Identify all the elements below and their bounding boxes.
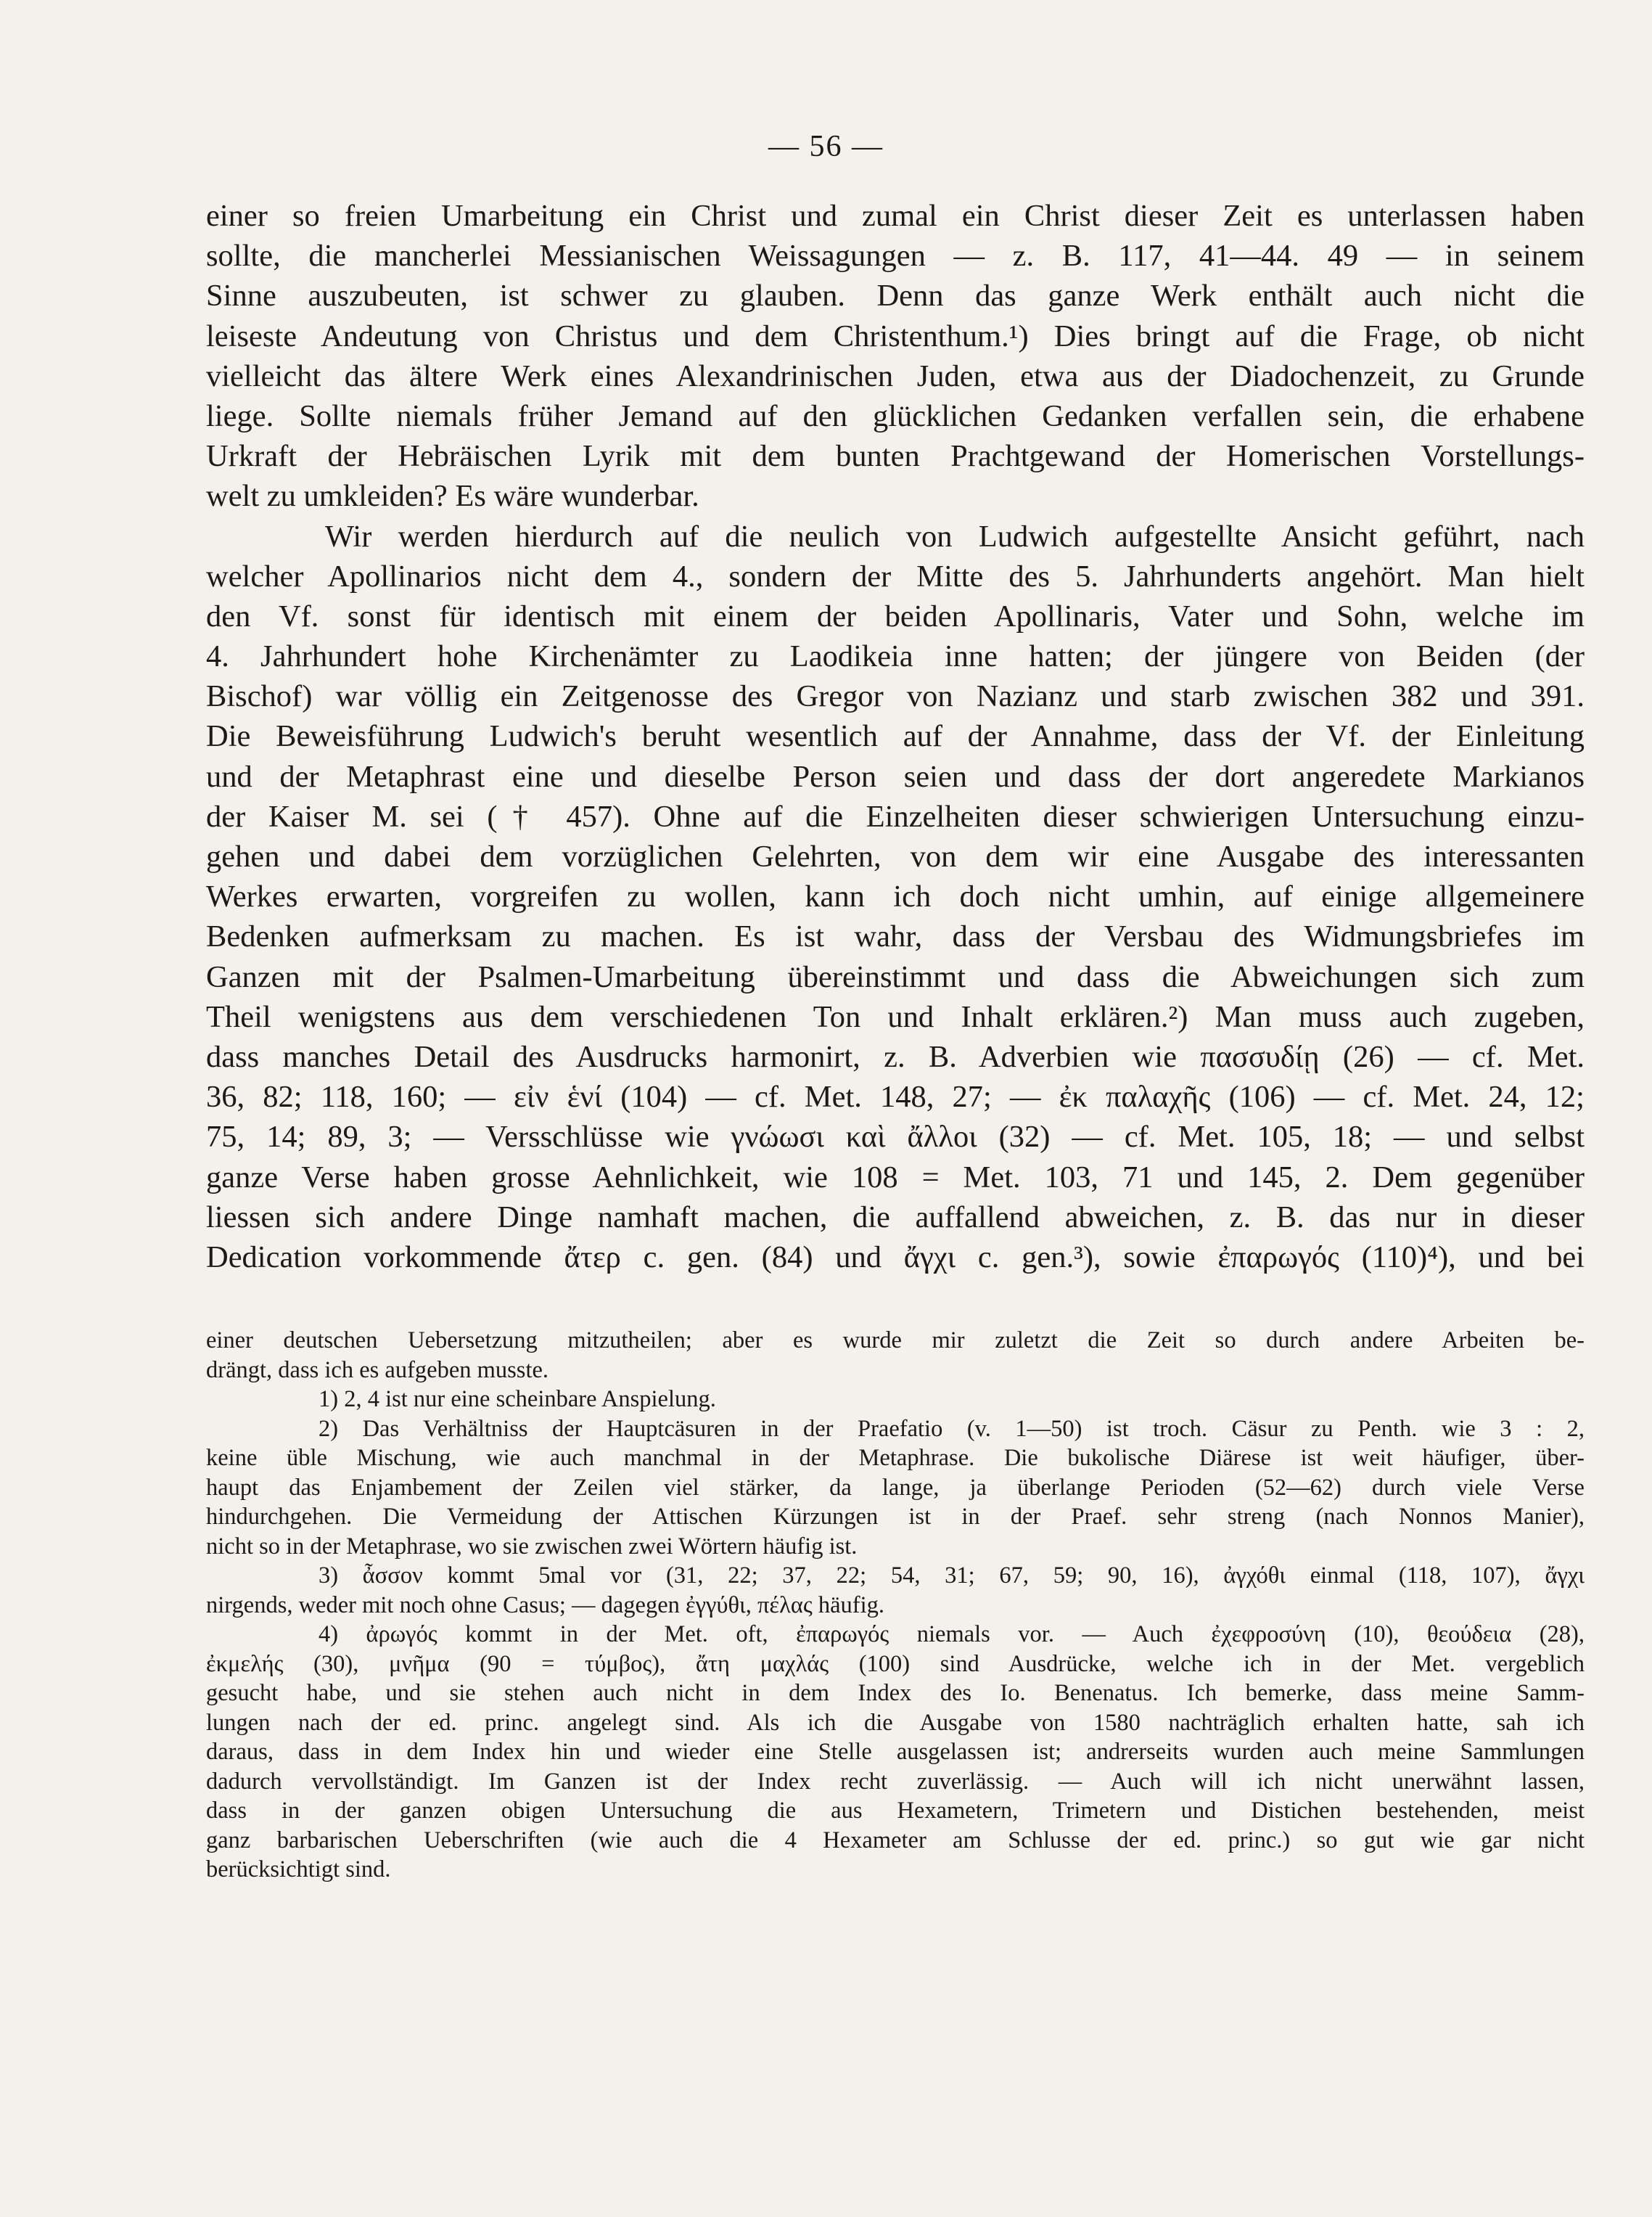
text-line: der Kaiser M. sei († 457). Ohne auf die Einzelheiten dieser schwierigen Untersuchung einzu- [206,799,1585,834]
text-line: 4. Jahrhundert hohe Kirchenämter zu Laodikeia inne hatten; der jüngere von Beiden (der [206,639,1585,674]
footnote-line: nirgends, weder mit noch ohne Casus; — dagegen ἐγγύθι, πέλας häufig. [206,1591,885,1618]
text-line: und der Metaphrast eine und dieselbe Person seien und dass der dort angeredete Markianos [206,759,1585,794]
footnote-2: 2) Das Verhältniss der Hauptcäsuren in der Praefatio (v. 1—50) ist troch. Cäsur zu Penth. wie 3 : 2, [319,1415,1585,1442]
footnote-4: 4) ἀρωγός kommt in der Met. oft, ἐπαρωγός niemals vor. — Auch ἐχεφροσύνη (10), θεούδεια (28), [319,1621,1585,1647]
text-line: vielleicht das ältere Werk eines Alexandrinischen Juden, etwa aus der Diadochenzeit, zu Grunde [206,358,1585,393]
footnote-line: gesucht habe, und sie stehen auch nicht in dem Index des Io. Benenatus. Ich bemerke, dass meine Samm- [206,1680,1585,1706]
footnote-3: 3) ἆσσον kommt 5mal vor (31, 22; 37, 22; 54, 31; 67, 59; 90, 16), ἀγχόθι einmal (118, 107), ἄγχι [319,1562,1585,1589]
text-line: Sinne auszubeuten, ist schwer zu glauben. Denn das ganze Werk enthält auch nicht die [206,279,1585,314]
text-line: Urkraft der Hebräischen Lyrik mit dem bunten Prachtgewand der Homerischen Vorstellungs- [206,439,1585,474]
text-line: liessen sich andere Dinge namhaft machen, die auffallend abweichen, z. B. das nur in dieser [206,1200,1585,1234]
footnote-line: einer deutschen Uebersetzung mitzutheilen; aber es wurde mir zuletzt die Zeit so durch andere Arbeiten be- [206,1327,1585,1353]
text-line: 36, 82; 118, 160; — εἰν ἑνί (104) — cf. Met. 148, 27; — ἐκ παλαχῆς (106) — cf. Met. 24, 12; [206,1080,1585,1115]
text-line: Wir werden hierdurch auf die neulich von Ludwich aufgestellte Ansicht geführt, nach [325,519,1585,554]
footnote-line: dadurch vervollständigt. Im Ganzen ist der Index recht zuverlässig. — Auch will ich nicht unerwähnt lassen, [206,1768,1585,1795]
text-line: leiseste Andeutung von Christus und dem Christenthum.¹) Dies bringt auf die Frage, ob nicht [206,319,1585,353]
main-text [206,196,1585,1277]
footnote-line: nicht so in der Metaphrase, wo sie zwischen zwei Wörtern häufig ist. [206,1533,858,1560]
footnote-line: dass in der ganzen obigen Untersuchung die aus Hexametern, Trimetern und Distichen bestehenden, meist [206,1798,1585,1824]
text-line: sollte, die mancherlei Messianischen Weissagungen — z. B. 117, 41—44. 49 — in seinem [206,239,1585,274]
footnote-line: ganz barbarischen Ueberschriften (wie auch die 4 Hexameter am Schlusse der ed. princ.) so gut wie gar nicht [206,1827,1585,1853]
text-line: Bedenken aufmerksam zu machen. Es ist wahr, dass der Versbau des Widmungsbriefes im [206,919,1585,954]
text-line: Die Beweisführung Ludwich's beruht wesentlich auf der Annahme, dass der Vf. der Einleitung [206,719,1585,754]
footnote-line: lungen nach der ed. princ. angelegt sind. Als ich die Ausgabe von 1580 nachträglich erhalten hatte, sah ich [206,1709,1585,1736]
footnote-line: drängt, dass ich es aufgeben musste. [206,1356,549,1383]
text-line: Dedication vorkommende ἄτερ c. gen. (84) und ἄγχι c. gen.³), sowie ἐπαρωγός (110)⁴), und bei [206,1239,1585,1274]
text-line: Bischof) war völlig ein Zeitgenosse des Gregor von Nazianz und starb zwischen 382 und 391. [206,679,1585,714]
footnote-line: hindurchgehen. Die Vermeidung der Attischen Kürzungen ist in der Praef. sehr streng (nach Nonnos Manier), [206,1504,1585,1530]
text-line: 75, 14; 89, 3; — Versschlüsse wie γνώωσι καὶ ἄλλοι (32) — cf. Met. 105, 18; — und selbst [206,1120,1585,1155]
text-line: den Vf. sonst für identisch mit einem der beiden Apollinaris, Vater und Sohn, welche im [206,599,1585,634]
text-line: Ganzen mit der Psalmen-Umarbeitung übereinstimmt und dass die Abweichungen sich zum [206,959,1585,994]
text-line: ganze Verse haben grosse Aehnlichkeit, wie 108 = Met. 103, 71 und 145, 2. Dem gegenüber [206,1160,1585,1194]
footnote-1: 1) 2, 4 ist nur eine scheinbare Anspielung. [319,1386,716,1412]
text-line: Werkes erwarten, vorgreifen zu wollen, kann ich doch nicht umhin, auf einige allgemeinere [206,880,1585,914]
text-line: welcher Apollinarios nicht dem 4., sondern der Mitte des 5. Jahrhunderts angehört. Man hielt [206,559,1585,594]
text-line: gehen und dabei dem vorzüglichen Gelehrten, von dem wir eine Ausgabe des interessanten [206,840,1585,874]
text-line: Theil wenigstens aus dem verschiedenen Ton und Inhalt erklären.²) Man muss auch zugeben, [206,999,1585,1034]
text-line: dass manches Detail des Ausdrucks harmonirt, z. B. Adverbien wie πασσυδίῃ (26) — cf. Met. [206,1039,1585,1074]
footnote-line: keine üble Mischung, wie auch manchmal in der Metaphrase. Die bukolische Diärese ist weit häufiger, über- [206,1445,1585,1471]
footnote-line: berücksichtigt sind. [206,1856,391,1882]
footnote-line: ἐκμελής (30), μνῆμα (90 = τύμβος), ἄτη μαχλάς (100) sind Ausdrücke, welche ich in der Met. vergeblich [206,1650,1585,1677]
text-line: einer so freien Umarbeitung ein Christ und zumal ein Christ dieser Zeit es unterlassen haben [206,199,1585,233]
footnotes [206,1326,1585,1885]
text-line: liege. Sollte niemals früher Jemand auf den glücklichen Gedanken verfallen sein, die erhabene [206,398,1585,433]
page-number: — 56 — [768,130,884,163]
footnote-line: haupt das Enjambement der Zeilen viel stärker, da lange, ja überlange Perioden (52—62) durch viele Verse [206,1474,1585,1501]
footnote-line: daraus, dass in dem Index hin und wieder eine Stelle ausgelassen ist; andrerseits wurden auch meine Sammlungen [206,1739,1585,1765]
text-line: welt zu umkleiden? Es wäre wunderbar. [206,479,699,514]
